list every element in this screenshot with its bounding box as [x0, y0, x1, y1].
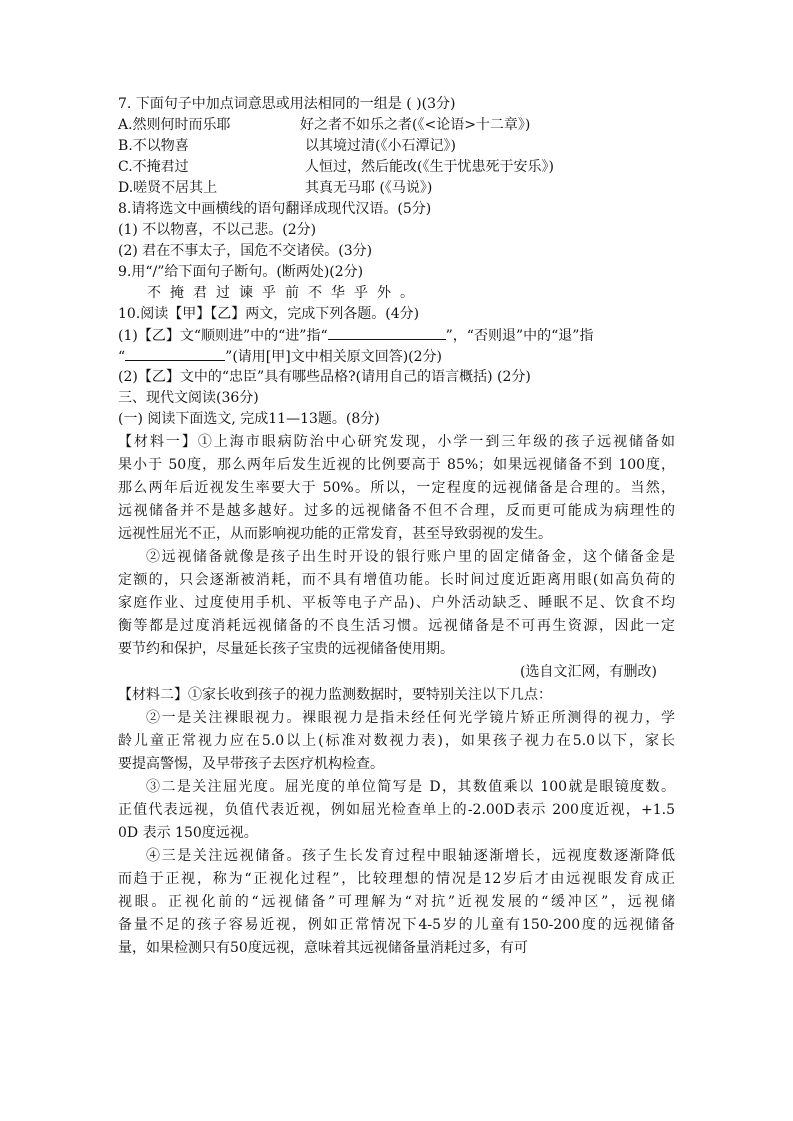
q10-stem: 10.阅读【甲】【乙】两文，完成下列各题。(4分) [118, 306, 420, 322]
material-1-line: ②远视储备就像是孩子出生时开设的银行账户里的固定储备金，这个储备金是 [146, 549, 675, 565]
q10-item-1-line-1 [118, 325, 593, 346]
q9-stem: 9.用“/”给下面句子断句。(断两处)(2分) [118, 264, 364, 280]
q7-stem: 7. 下面句子中加点词意思或用法相同的一组是 ( )(3分) [118, 96, 456, 112]
material-2-line: ④三是关注远视储备。孩子生长发育过程中眼轴逐渐增长，远视度数逐渐降低 [146, 848, 675, 864]
material-2-line: 龄儿童正常视力应在5.0以上(标准对数视力表)，如果孩子视力在5.0以下，家长 [118, 733, 675, 749]
material-2-line: ③二是关注屈光度。屈光度的单位简写是 D，其数值乘以 100就是眼镜度数。 [146, 779, 675, 795]
q7-option-a-right: 好之者不如乐之者(《<论语>十二章》) [300, 117, 531, 133]
material-1-line: 家庭作业、过度使用手机、平板等电子产品)、户外活动缺乏、睡眠不足、饮食不均 [118, 595, 675, 611]
material-1-line: 定额的，只会逐渐被消耗，而不具有增值功能。长时间过度近距离用眼(如高负荷的 [118, 572, 675, 588]
q7-option-d-right: 其真无马耶 (《马说》) [305, 180, 433, 196]
material-2-line: ②一是关注裸眼视力。裸眼视力是指未经任何光学镜片矫正所测得的视力，学 [146, 710, 675, 726]
section-3-sub-1: (一) 阅读下面选文, 完成11—13题。(8分) [118, 411, 380, 427]
q7-option-b-right: 以其境过清(《小石潭记》) [305, 138, 456, 154]
q7-option-c-left: C.不掩君过 [118, 159, 189, 175]
material-1-line: 衡等都是过度消耗远视储备的不良生活习惯。远视储备是不可再生资源，因此一定 [118, 618, 675, 634]
q10-item-1-part-d: ”(请用[甲]文中相关原文回答)(2分) [225, 349, 443, 365]
answer-blank-tui[interactable] [125, 346, 225, 361]
answer-blank-jin[interactable] [328, 325, 446, 340]
material-2-line: 备量不足的孩子容易近视，例如正常情况下4-5岁的儿童有150-200度的远视储备 [118, 917, 675, 933]
material-1-line: 远视储备并不是越多越好。过多的远视储备不但不合理，反而更可能成为病理性的 [118, 503, 675, 519]
q8-stem: 8.请将选文中画横线的语句翻译成现代汉语。(5分) [118, 201, 432, 217]
material-1-source: (选自文汇网，有删改) [520, 664, 657, 680]
section-3-title: 三、现代文阅读(36分) [118, 390, 259, 406]
material-2-line: 要提高警惕，及早带孩子去医疗机构检查。 [118, 756, 384, 772]
q7-option-d-left: D.嗟贤不居其上 [118, 180, 218, 196]
q10-item-2: (2)【乙】文中的“忠臣”具有哪些品格?(请用自己的语言概括) (2分) [118, 369, 531, 385]
material-1-line: 那么两年后近视发生率要大于 50%。所以，一定程度的远视储备是合理的。当然， [118, 480, 675, 496]
q10-item-1-part-b: ”，“否则退”中的“退”指 [445, 328, 594, 344]
material-1-line: 【材料一】①上海市眼病防治中心研究发现，小学一到三年级的孩子远视储备如 [118, 434, 675, 450]
q10-item-1-part-a: (1)【乙】文“顺则进”中的“进”指“ [118, 328, 328, 344]
q8-item-2: (2) 君在不事太子，国危不交诸侯。(3分) [118, 243, 373, 259]
q7-option-b-left: B.不以物喜 [118, 138, 189, 154]
material-2-line: 0D 表示 150度远视。 [118, 825, 258, 841]
material-2-line: 而趋于正视，称为“正视化过程”，比较理想的情况是12岁后才由远视眼发育成正 [118, 871, 675, 887]
q10-item-1-line-2 [118, 346, 442, 367]
material-2-line: 量，如果检测只有50度远视，意味着其远视储备量消耗过多，有可 [118, 940, 528, 956]
q10-item-1-part-c: “ [118, 349, 126, 365]
q8-item-1: (1) 不以物喜，不以己悲。(2分) [118, 222, 317, 238]
material-2-line: 视眼。正视化前的“远视储备”可理解为“对抗”近视发展的“缓冲区”，远视储 [118, 894, 675, 910]
q7-option-a-left: A.然则何时而乐耶 [118, 117, 231, 133]
q7-option-c-right: 人恒过，然后能改(《生于忧患死于安乐》) [305, 159, 554, 175]
material-1-line: 果小于 50度，那么两年后发生近视的比例要高于 85%；如果远视储备不到 100度， [118, 457, 675, 473]
material-2-line: 【材料二】①家长收到孩子的视力监测数据时，要特别关注以下几点： [118, 687, 552, 703]
material-1-line: 远视性屈光不正，从而影响视功能的正常发育，甚至导致弱视的发生。 [118, 526, 552, 542]
material-2-line: 正值代表远视，负值代表近视，例如屈光检查单上的-2.00D表示 200度近视，+1.5 [118, 802, 675, 818]
material-1-line: 要节约和保护，尽量延长孩子宝贵的远视储备使用期。 [118, 641, 454, 657]
q9-sentence: 不掩君过谏乎前不华乎外。 [147, 285, 423, 301]
